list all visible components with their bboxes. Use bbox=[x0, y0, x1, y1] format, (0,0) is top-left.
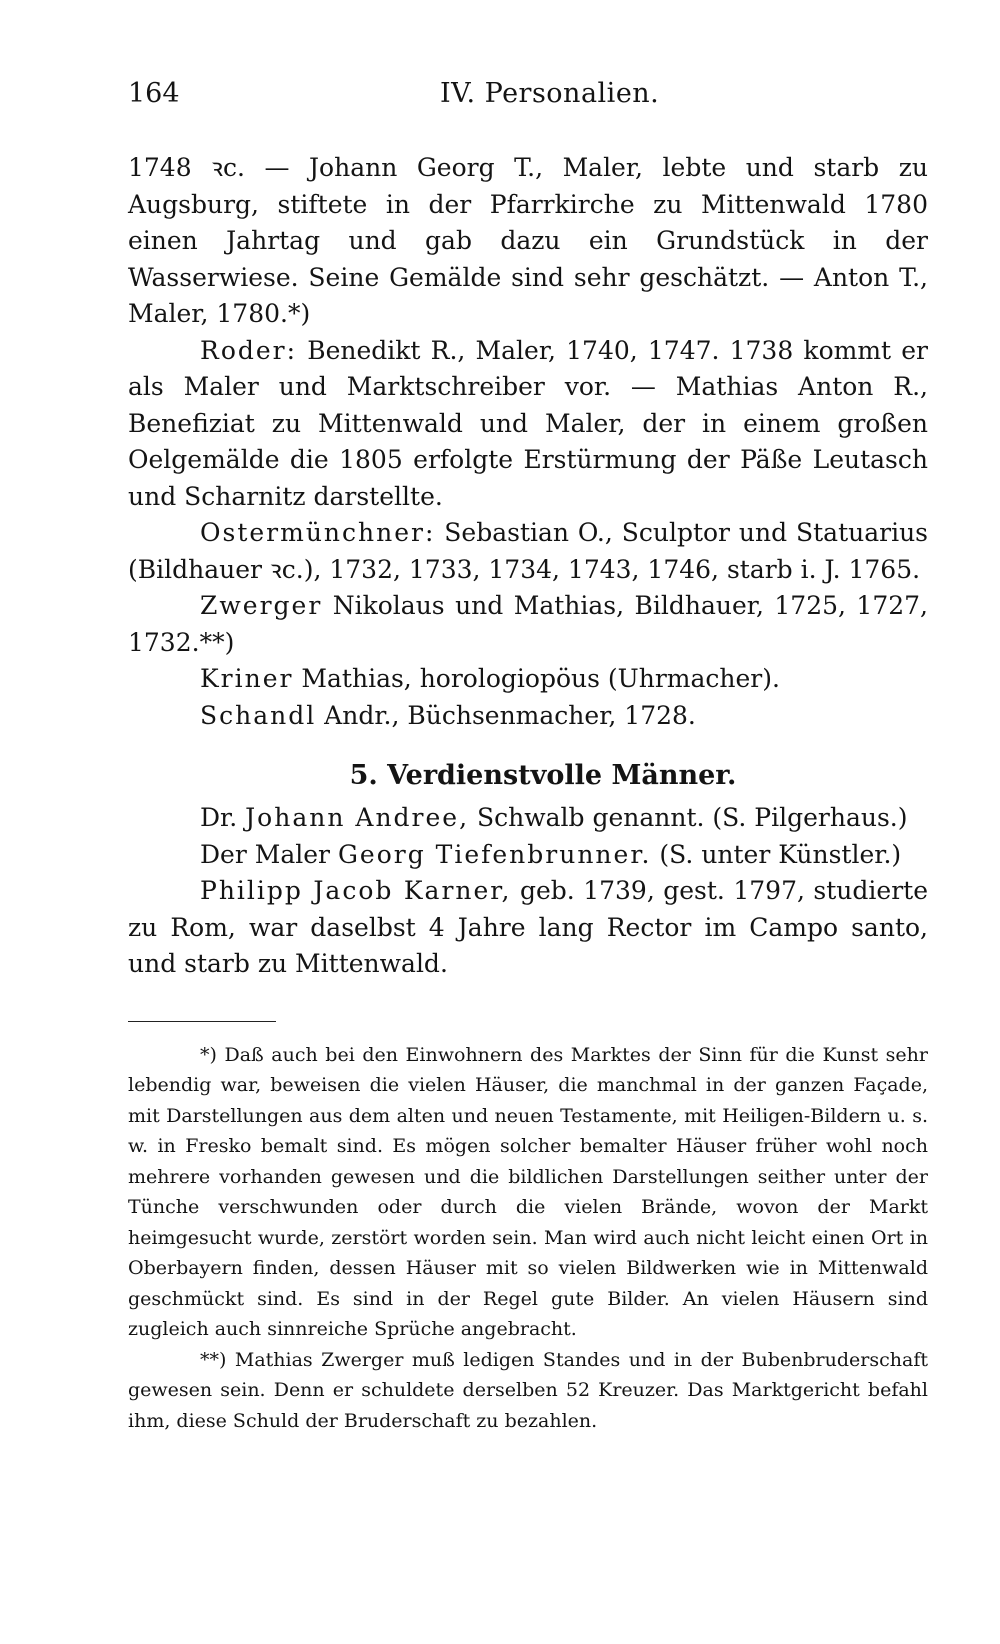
paragraph-schandl bbox=[128, 698, 928, 735]
book-page bbox=[128, 70, 928, 1630]
entry-text-ostermuenchner: Sebastian O., Sculptor und Statuarius (Bildhauer ꝛc.), 1732, 1733, 1734, 1743, 1746, starb i. J. 1765. bbox=[128, 518, 928, 584]
footnote-2: **) Mathias Zwerger muß ledigen Standes und in der Bubenbruderschaft gewesen sein. Denn er schuldete derselben 52 Kreuzer. Das Marktgericht befahl ihm, diese Schuld der Bruderschaft zu bezahlen. bbox=[128, 1348, 928, 1432]
entry-text-schandl: Andr., Büchsenmacher, 1728. bbox=[316, 700, 696, 730]
paragraph-tiefenbrunner-entries: 1748 ꝛc. — Johann Georg T., Maler, lebte und starb zu Augsburg, stiftete in der Pfarrkirche zu Mittenwald 1780 einen Jahrtag und gab dazu ein Grundstück in der Wasserwiese. Seine Gemälde sind sehr geschätzt. — Anton T., Maler, 1780.*) bbox=[128, 153, 928, 328]
entry-text-zwerger: Nikolaus und Mathias, Bildhauer, 1725, 1727, 1732.**) bbox=[128, 591, 928, 657]
paragraph-karner bbox=[128, 873, 928, 983]
entry-name-zwerger: Zwerger bbox=[200, 591, 323, 620]
entry-name-ostermuenchner: Ostermünchner: bbox=[200, 518, 436, 547]
running-title: IV. Personalien. bbox=[440, 78, 660, 109]
paragraph-andree bbox=[128, 800, 928, 837]
page-number: 164 bbox=[128, 78, 180, 109]
footnote-divider bbox=[128, 1021, 276, 1022]
entry-name-karner: Philipp Jacob Karner, bbox=[200, 876, 512, 905]
entry-text-andree: Schwalb genannt. (S. Pilgerhaus.) bbox=[469, 803, 908, 832]
section-title: 5. Verdienstvolle Männer. bbox=[349, 760, 737, 791]
main-text bbox=[128, 150, 928, 983]
entry-text-tiefenbrunner: (S. unter Künstler.) bbox=[651, 839, 902, 869]
entry-text-kriner: Mathias, horologiopöus (Uhrmacher). bbox=[293, 664, 780, 693]
paragraph-tiefenbrunner-georg bbox=[128, 837, 928, 874]
entry-name-andree: Johann Andree, bbox=[245, 803, 470, 832]
paragraph-kriner bbox=[128, 661, 928, 698]
entry-name-kriner: Kriner bbox=[200, 664, 294, 693]
entry-prefix-tiefenbrunner: Der Maler bbox=[200, 839, 338, 869]
paragraph-roder bbox=[128, 333, 928, 516]
entry-text-karner: geb. 1739, gest. 1797, studierte zu Rom, war daselbst 4 Jahre lang Rector im Campo santo, und starb zu Mittenwald. bbox=[128, 876, 928, 978]
paragraph-ostermuenchner bbox=[128, 515, 928, 588]
paragraph-zwerger bbox=[128, 588, 928, 661]
entry-prefix-andree: Dr. bbox=[200, 803, 246, 832]
entry-name-schandl: Schandl bbox=[200, 700, 317, 730]
footnotes bbox=[128, 1040, 928, 1437]
entry-name-roder: Roder: bbox=[200, 335, 298, 365]
entry-text-roder: Benedikt R., Maler, 1740, 1747. 1738 kommt er als Maler und Marktschreiber vor. — Mathias Anton R., Benefiziat zu Mittenwald und Maler, der in einem großen Oelgemälde die 1805 erfolgte Erstürmung der Päße Leutasch und Scharnitz darstellte. bbox=[128, 335, 928, 511]
entry-name-tiefenbrunner: Georg Tiefenbrunner. bbox=[337, 839, 652, 869]
running-head bbox=[128, 70, 928, 120]
footnote-1: *) Daß auch bei den Einwohnern des Marktes der Sinn für die Kunst sehr lebendig war, beweisen die vielen Häuser, die manchmal in der ganzen Façade, mit Darstellungen aus dem alten und neuen Testamente, mit Heiligen-Bildern u. s. w. in Fresko bemalt sind. Es mögen solcher bemalter Häuser früher wohl noch mehrere vorhanden gewesen und die bildlichen Darstellungen seither unter der Tünche verschwunden oder durch die vielen Brände, wovon der Markt heimgesucht wurde, zerstört worden sein. Man wird auch nicht leicht einen Ort in Oberbayern finden, dessen Häuser mit so vielen Bildwerken wie in Mittenwald geschmückt sind. Es sind in der Regel gute Bilder. An vielen Häusern sind zugleich auch sinnreiche Sprüche angebracht. bbox=[128, 1043, 928, 1340]
